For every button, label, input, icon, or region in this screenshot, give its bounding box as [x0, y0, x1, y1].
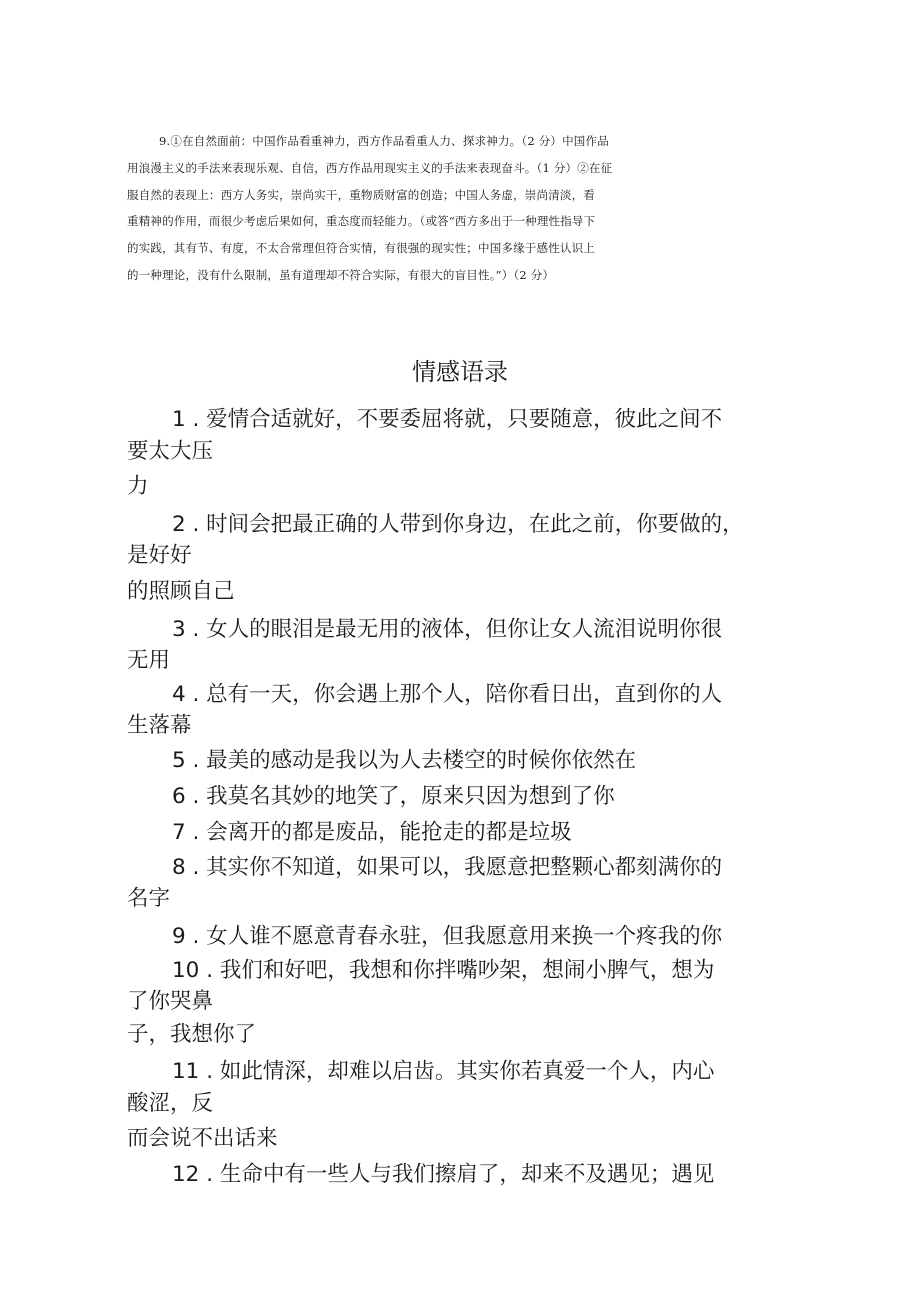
answer-line: 重精神的作用，而很少考虑后果如何，重态度而轻能力。（或答“西方多出于一种理性指导下: [127, 214, 596, 229]
quote-line: 6 . 我莫名其妙的地笑了，原来只因为想到了你: [172, 784, 615, 809]
answer-paragraph: [127, 128, 667, 289]
quote-line: 是好好: [127, 543, 192, 568]
quote-line: 了你哭鼻: [127, 989, 214, 1014]
answer-line: 用浪漫主义的手法来表现乐观、自信，西方作品用现实主义的手法来表现奋斗。（1 分）②在征: [127, 160, 613, 175]
quote-line: 无用: [127, 648, 171, 673]
answer-line: 服自然的表现上：西方人务实，崇尚实干，重物质财富的创造；中国人务虚，崇尚清淡，看: [127, 187, 595, 202]
quote-line: 11 . 如此情深，却难以启齿。其实你若真爱一个人，内心: [172, 1059, 715, 1084]
quote-line: 2 . 时间会把最正确的人带到你身边，在此之前，你要做的，: [172, 512, 744, 537]
quote-line: 生落幕: [127, 713, 192, 738]
quote-line: 5 . 最美的感动是我以为人去楼空的时候你依然在: [172, 748, 637, 773]
quote-line: 8 . 其实你不知道，如果可以，我愿意把整颗心都刻满你的: [172, 855, 723, 880]
quote-line: 12 . 生命中有一些人与我们擦肩了，却来不及遇见；遇见: [172, 1162, 715, 1187]
quote-line: 名字: [127, 886, 171, 911]
quote-line: 1 . 爱情合适就好，不要委屈将就，只要随意，彼此之间不: [172, 407, 723, 432]
answer-line: 9.①在自然面前：中国作品看重神力，西方作品看重人力、探求神力。（2 分）中国作品: [159, 134, 609, 148]
quote-line: 力: [127, 474, 149, 499]
quote-line: 3 . 女人的眼泪是最无用的液体，但你让女人流泪说明你很: [172, 617, 723, 642]
quote-line: 酸涩，反: [127, 1091, 214, 1116]
quote-line: 9 . 女人谁不愿意青春永驻，但我愿意用来换一个疼我的你: [172, 924, 723, 949]
quote-line: 而会说不出话来: [127, 1126, 278, 1151]
quote-line: 的照顾自己: [127, 579, 235, 604]
quote-line: 4 . 总有一天，你会遇上那个人，陪你看日出，直到你的人: [172, 682, 723, 707]
quote-line: 7 . 会离开的都是废品，能抢走的都是垃圾: [172, 820, 572, 845]
page-title: 情感语录: [412, 358, 508, 386]
quote-line: 子，我想你了: [127, 1022, 257, 1047]
quote-line: 要太大压: [127, 439, 214, 464]
answer-line: 的一种理论，没有什么限制，虽有道理却不符合实际，有很大的盲目性。”）（2 分）: [127, 267, 555, 282]
answer-line: 的实践，其有节、有度，不太合常理但符合实情，有很强的现实性；中国多缘于感性认识上: [127, 241, 595, 256]
quote-line: 10 . 我们和好吧，我想和你拌嘴吵架，想闹小脾气，想为: [172, 958, 715, 983]
